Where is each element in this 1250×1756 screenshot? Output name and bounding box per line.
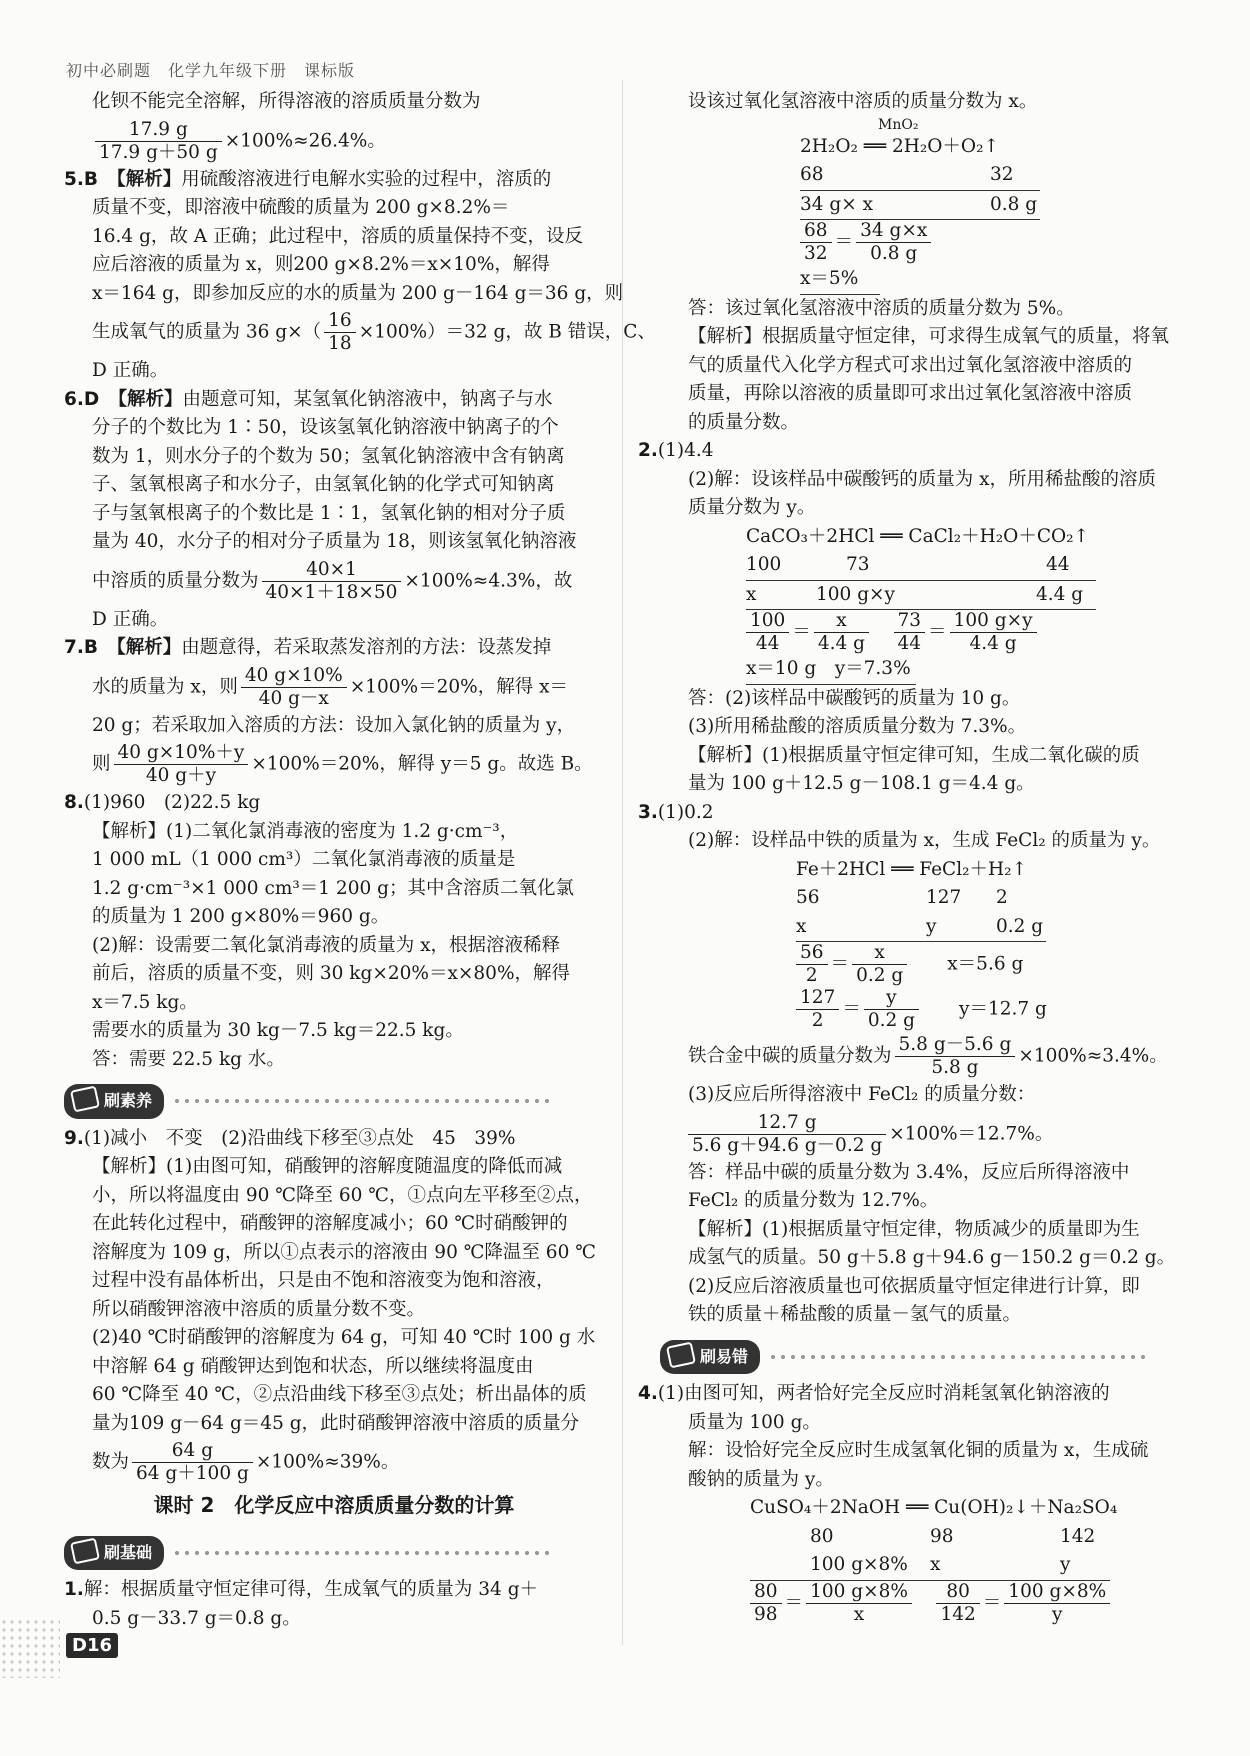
answer-1: 1.解：根据质量守恒定律可得，生成氧气的质量为 34 g＋ xyxy=(64,1579,539,1600)
text-line: (3)所用稀盐酸的溶质质量分数为 7.3%。 xyxy=(688,716,1027,737)
text-line: 解：设恰好完全反应时生成氢氧化铜的质量为 x，生成硫 xyxy=(688,1440,1149,1461)
text-line: 【解析】(1)根据质量守恒定律可知，生成二氧化碳的质 xyxy=(688,744,1140,766)
text-line: 的质量为 1 200 g×80%＝960 g。 xyxy=(92,906,390,927)
text-line: FeCl₂ 的质量分数为 12.7%。 xyxy=(688,1190,939,1211)
right-column xyxy=(638,88,1180,1626)
text-line: 化钡不能完全溶解，所得溶液的溶质质量分数为 xyxy=(92,91,481,112)
text-line: 1 000 mL（1 000 cm³）二氧化氯消毒液的质量是 xyxy=(92,849,516,870)
answer-2: 2.(1)4.4 xyxy=(638,440,714,461)
section-badge-yicuo: 刷易错 xyxy=(660,1340,1148,1375)
text-line: 0.5 g－33.7 g＝0.8 g。 xyxy=(92,1607,301,1629)
text-line: 过程中没有晶体析出，只是由不饱和溶液变为饱和溶液， xyxy=(92,1270,555,1291)
text-line: 前后，溶质的质量不变，则 30 kg×20%＝x×80%，解得 xyxy=(92,963,571,984)
answer-4: 4.(1)由图可知，两者恰好完全反应时消耗氢氧化钠溶液的 xyxy=(638,1383,1110,1404)
chemical-equation: 2H₂O₂ ══ 2H₂O＋O₂↑ xyxy=(800,135,1000,157)
text-line: 数为 1，则水分子的个数为 50；氢氧化钠溶液中含有钠离 xyxy=(92,445,565,467)
chemical-equation: CaCO₃＋2HCl ══ CaCl₂＋H₂O＋CO₂↑ xyxy=(746,525,1090,547)
text-line: (2)40 ℃时硝酸钾的溶解度为 64 g，可知 40 ℃时 100 g 水 xyxy=(92,1327,596,1348)
equation-block-3: Fe＋2HCl ══ FeCl₂＋H₂↑ 56 127 2 x y 0.2 g $\frac{56}{2}$ ＝ $\frac{x}{0.2 g}$ x＝5.6 g $\frac{127}{2}$ ＝ $\frac{y}{0.2 g}$ y＝12.7 g xyxy=(660,856,1180,1033)
answer-9: 9.(1)减小 不变 (2)沿曲线下移至③点处 45 39% xyxy=(64,1127,516,1149)
text-line: 分子的个数比为 1∶50，设该氢氧化钠溶液中钠离子的个 xyxy=(92,417,559,438)
text-line: 中溶解 64 g 硝酸钾达到饱和状态，所以继续将温度由 xyxy=(92,1355,534,1377)
formula-line: 数为 $\frac{64 g}{64 g+100 g}$ ×100%≈39%。 xyxy=(92,1440,400,1484)
text-line: D 正确。 xyxy=(92,608,169,630)
text-line: 【解析】(1)由图可知，硝酸钾的溶解度随温度的降低而减 xyxy=(92,1156,563,1177)
text-line: (2)解：设该样品中碳酸钙的质量为 x，所用稀盐酸的溶质 xyxy=(688,468,1157,490)
text-line: 量为109 g－64 g＝45 g，此时硝酸钾溶液中溶质的质量分 xyxy=(92,1412,580,1434)
equation-block-4: CuSO₄＋2NaOH ══ Cu(OH)₂↓＋Na₂SO₄ 80 98 142 100 g×8% x y $\frac{80}{98}$ ＝ $\frac{100 g\times 8\%}{x}$ $\frac{80}{142}$ ＝ $\frac{100 g\times 8\%}{y}$ xyxy=(660,1494,1180,1626)
text-line: 答：(2)该样品中碳酸钙的质量为 10 g。 xyxy=(688,687,1021,709)
formula-line: $\frac{12.7 g}{5.6 g+94.6 g-0.2 g}$ ×100%＝12.7%。 xyxy=(660,1112,1180,1157)
text-line: 应后溶液的质量为 x，则200 g×8.2%＝x×10%，解得 xyxy=(92,254,550,275)
answer-3: 3.(1)0.2 xyxy=(638,801,714,823)
equation-block-1: MnO₂ 2H₂O₂ ══ 2H₂O＋O₂↑ 68 32 34 g× x 0.8 g $\frac{68}{32}$ ＝ $\frac{34 g\times x}{0.8 g}$ x＝5% xyxy=(660,117,1180,295)
text-line: 溶解度为 109 g，所以①点表示的溶液由 90 ℃降温至 60 ℃ xyxy=(92,1241,596,1263)
text-line: (2)反应后溶液质量也可依据质量守恒定律进行计算，即 xyxy=(688,1275,1140,1297)
answer-5: 5.B 【解析】用硫酸溶液进行电解水实验的过程中，溶质的 xyxy=(64,168,552,190)
text-line: x＝164 g，即参加反应的水的质量为 200 g－164 g＝36 g，则 xyxy=(92,282,624,304)
text-line: 的质量分数。 xyxy=(688,411,800,433)
formula-line: $\frac{17.9 g}{17.9 g+50 g}$ ×100%≈26.4%。 xyxy=(64,119,604,164)
section-badge-suyang: 刷素养 xyxy=(64,1084,552,1119)
text-line: 质量分数为 y。 xyxy=(688,497,816,518)
formula-line: 则 $\frac{40 g\times 10\%+y}{40 g+y}$ ×100%＝20%，解得 y＝5 g。故选 B。 xyxy=(92,742,593,786)
formula-line: 铁合金中碳的质量分数为 $\frac{5.8 g-5.6 g}{5.8 g}$ ×100%≈3.4%。 xyxy=(688,1034,1168,1078)
formula-line: 生成氧气的质量为 36 g×（ $\frac{16}{18}$ ×100%）＝32 g，故 B 错误，C、 xyxy=(92,310,656,354)
answer-8: 8.(1)960 (2)22.5 kg xyxy=(64,792,261,813)
text-line: 气的质量代入化学方程式可求出过氧化氢溶液中溶质的 xyxy=(688,354,1133,376)
text-line: 量为 40，水分子的相对分子质量为 18，则该氢氧化钠溶液 xyxy=(92,531,577,552)
text-line: 质量不变，即溶液中硫酸的质量为 200 g×8.2%＝ xyxy=(92,197,510,218)
text-line: 质量，再除以溶液的质量即可求出过氧化氢溶液中溶质 xyxy=(688,383,1133,404)
chemical-equation: CuSO₄＋2NaOH ══ Cu(OH)₂↓＋Na₂SO₄ xyxy=(750,1497,1118,1518)
text-line: (2)解：设需要二氧化氯消毒液的质量为 x，根据溶液稀释 xyxy=(92,934,561,956)
text-line: 答：需要 22.5 kg 水。 xyxy=(92,1048,285,1070)
catalyst-label: MnO₂ xyxy=(878,116,919,133)
text-line: 子、氢氧根离子和水分子，由氢氧化钠的化学式可知钠离 xyxy=(92,474,555,495)
fraction: $\frac{17.9 g}{17.9 g+50 g}$ xyxy=(95,119,222,164)
text-line: 子与氢氧根离子的个数比是 1∶1，氢氧化钠的相对分子质 xyxy=(92,502,566,524)
text-line: 小，所以将温度由 90 ℃降至 60 ℃，①点向左平移至②点， xyxy=(92,1184,593,1206)
answer-7: 7.B 【解析】由题意得，若采取蒸发溶剂的方法：设蒸发掉 xyxy=(64,637,552,658)
text-line: 在此转化过程中，硝酸钾的溶解度减小；60 ℃时硝酸钾的 xyxy=(92,1213,568,1234)
text-line: 60 ℃降至 40 ℃，②点沿曲线下移至③点处；析出晶体的质 xyxy=(92,1384,587,1405)
text-line: 【解析】根据质量守恒定律，可求得生成氧气的质量，将氧 xyxy=(688,326,1170,347)
section-badge-jichu: 刷基础 xyxy=(64,1536,552,1571)
text-line: (3)反应后所得溶液中 FeCl₂ 的质量分数： xyxy=(688,1084,1036,1105)
page-number: D16 xyxy=(66,1633,118,1658)
corner-decoration xyxy=(0,1618,60,1678)
text-line: D 正确。 xyxy=(92,360,169,381)
formula-line: 水的质量为 x，则 $\frac{40 g\times 10\%}{40 g-x}$ ×100%＝20%，解得 x＝ xyxy=(92,664,569,709)
formula-line: 中溶质的质量分数为 $\frac{40\times 1}{40\times 1+18\times 50}$ ×100%≈4.3%，故 xyxy=(92,558,573,603)
text-line: 答：样品中碳的质量分数为 3.4%，反应后所得溶液中 xyxy=(688,1161,1130,1183)
text-line: x＝7.5 kg。 xyxy=(92,991,198,1013)
lesson-title: 课时 2 化学反应中溶质质量分数的计算 xyxy=(153,1493,515,1517)
text-line: (2)解：设样品中铁的质量为 x，生成 FeCl₂ 的质量为 y。 xyxy=(688,830,1161,851)
text-line: 答：该过氧化氢溶液中溶质的质量分数为 5%。 xyxy=(688,297,1075,319)
text-line: 量为 100 g＋12.5 g－108.1 g＝4.4 g。 xyxy=(688,773,1035,794)
running-header: 初中必刷题 化学九年级下册 课标版 xyxy=(66,61,356,80)
result: x＝10 g y＝7.3% xyxy=(746,655,916,685)
equation-block-2: CaCO₃＋2HCl ══ CaCl₂＋H₂O＋CO₂↑ 100 73 44 x 100 g×y 4.4 g $\frac{100}{44}$ ＝ $\frac{x}{4.4 g}$ $\frac{73}{44}$ ＝ $\frac{100 g\times y}{4.4 g}$ x＝10 g y＝7.3% xyxy=(660,523,1180,685)
text-line: 铁的质量＋稀盐酸的质量－氢气的质量。 xyxy=(688,1304,1022,1325)
text-line: 【解析】(1)二氧化氯消毒液的密度为 1.2 g·cm⁻³， xyxy=(92,820,519,842)
text-line: 20 g；若采取加入溶质的方法：设加入氯化钠的质量为 y， xyxy=(92,714,576,736)
answer-6: 6.D 【解析】由题意可知，某氢氧化钠溶液中，钠离子与水 xyxy=(64,388,553,410)
left-column xyxy=(64,88,656,1633)
text-line: 16.4 g，故 A 正确；此过程中，溶质的质量保持不变，设反 xyxy=(92,225,584,247)
text-line: 1.2 g·cm⁻³×1 000 cm³＝1 200 g；其中含溶质二氧化氯 xyxy=(92,877,574,899)
text-line: 成氢气的质量。50 g＋5.8 g＋94.6 g－150.2 g＝0.2 g。 xyxy=(688,1247,1176,1268)
chemical-equation: Fe＋2HCl ══ FeCl₂＋H₂↑ xyxy=(796,858,1028,880)
text-line: 【解析】(1)根据质量守恒定律，物质减少的质量即为生 xyxy=(688,1218,1140,1240)
text-line: 所以硝酸钾溶液中溶质的质量分数不变。 xyxy=(92,1298,426,1320)
text-line: 需要水的质量为 30 kg－7.5 kg＝22.5 kg。 xyxy=(92,1020,464,1041)
text-line: 质量为 100 g。 xyxy=(688,1411,821,1433)
text-line: 设该过氧化氢溶液中溶质的质量分数为 x。 xyxy=(688,91,1038,112)
result: x＝5% xyxy=(800,265,880,295)
text-line: 酸钠的质量为 y。 xyxy=(688,1468,834,1490)
